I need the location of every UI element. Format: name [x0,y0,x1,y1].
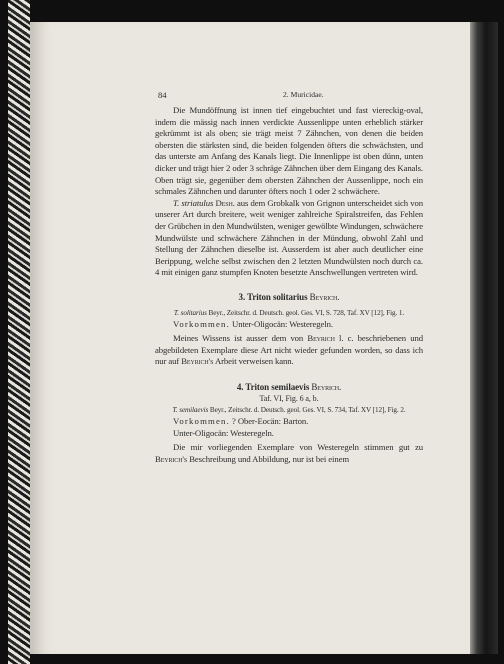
plate-reference: Taf. VI, Fig. 6 a, b. [259,394,319,404]
book-edge [468,22,498,654]
author-name: Desh. [215,197,235,208]
section-heading: 3. Triton solitarius Beyrich. [238,291,340,302]
paragraph-remarks: Die mir vorliegenden Exemplare von Westeregeln stimmen gut zu Beyrich's Beschreibung und Abbildung, nur ist bei einem [155,442,423,464]
page-number: 84 [158,90,167,100]
occurrence: Vorkommen. ? Ober-Eocän: Barton. [173,416,309,427]
page-body [155,105,423,465]
running-title: 2. Muricidae. [283,90,324,99]
comparison-text: aus dem Grobkalk von Grignon unterscheidet sich von unserer Art durch breitere, weit weniger zahlreiche Spiralstreifen, das Fehlen der Grübchen in den Mundwülsten, weniger gewölbte Windungen, schwächere Mundwülste und schwächere Zähnchen in der Mündung, obwohl Zahl und Stellung der Zähnchen dieselbe ist. Ausserdem ist aber auch deutlicher eine Berippung, welche selbst zwischen den 2 letzten Mundwülsten noch durch ca. 4 mit einigen ganz stumpfen Knoten besetzte Anschwellungen vertreten wird. [155,197,423,278]
paragraph-remarks: Meines Wissens ist ausser dem von Beyrich l. c. beschriebenen und abgebildeten Exemplare diese Art nicht wieder gefunden worden, so dass ich nur auf Beyrich's Arbeit verweisen kann. [155,333,423,367]
citation: T. solitarius Beyr., Zeitschr. d. Deutsch. geol. Ges. VI, S. 728, Taf. XV [12], Fig. 1. [173,308,405,317]
paragraph-comparison [155,198,423,279]
paragraph-mouth-description: Die Mundöffnung ist innen tief eingebuchtet und fast viereckig-oval, indem die mässig nach innen verdickte Aussenlippe unten erheblich stärker gekrümmt ist als oben; sie trägt meist 7 Zähnchen, von denen die beiden obersten die stärksten sind, die beiden folgenden öfters die schwächsten, und das unterste am Anfang des Kanals liegt. Die Innenlippe ist oben dünn, unten dicker und trägt hier 2 oder 3 schräge Zähnchen über dem Eingang des Kanals. Oben trägt sie, gegenüber dem obersten Zähnchen der Aussenlippe, noch ein schmales Zähnchen und darunter öfters noch 1 oder 2 schwächere. [155,105,423,197]
section-heading: 4. Triton semilaevis Beyrich. [236,381,342,392]
occurrence: Vorkommen. Unter-Oligocän: Westeregeln. [173,318,333,329]
running-head [158,90,426,104]
book-binding [8,0,30,664]
species-name: T. striatulus [173,197,214,208]
occurrence-2: Unter-Oligocän: Westeregeln. [173,427,274,438]
citation: T. semilaevis Beyr., Zeitschr. d. Deutsch. geol. Ges. VI, S. 734, Taf. XV [12], Fig. 2. [172,406,406,415]
